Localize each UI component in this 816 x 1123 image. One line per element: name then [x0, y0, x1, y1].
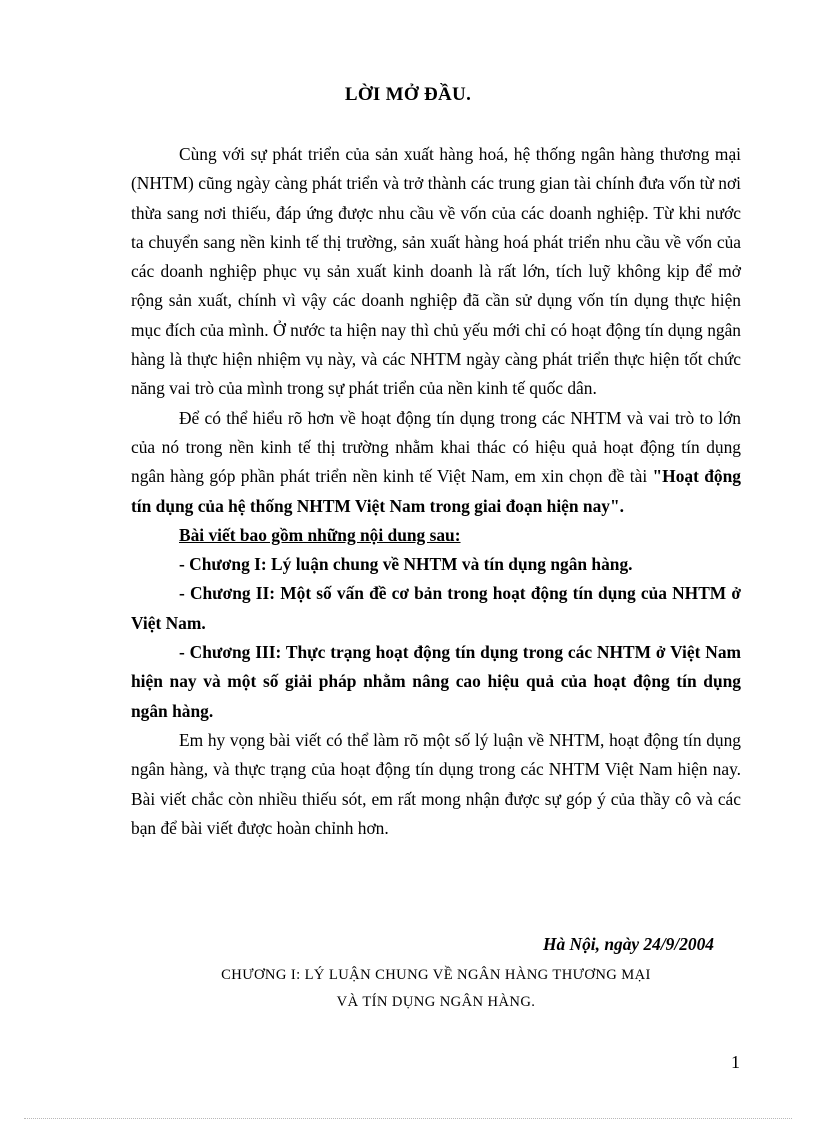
footer-divider: [24, 1118, 792, 1119]
chapter-heading-line-1: CHƯƠNG I: LÝ LUẬN CHUNG VỀ NGÂN HÀNG THƯƠNG MẠI: [221, 967, 651, 983]
intro-paragraph: Cùng với sự phát triển của sản xuất hàng hoá, hệ thống ngân hàng thương mại (NHTM) cũng ngày càng phát triển và trở thành các trung gian tài chính đưa vốn từ nơi thừa sang nơi thiếu, đáp ứng được nhu cầu về vốn của các doanh nghiệp. Từ khi nước ta chuyển sang nền kinh tế thị trường, sản xuất hàng hoá phát triển nhu cầu về vốn của các doanh nghiệp phục vụ sản xuất kinh doanh là rất lớn, tích luỹ không kịp để mở rộng sản xuất, chính vì vậy các doanh nghiệp đã cần sử dụng vốn tín dụng thực hiện mục đích của mình. Ở nước ta hiện nay thì chủ yếu mới chỉ có hoạt động tín dụng ngân hàng là thực hiện nhiệm vụ này, và các NHTM ngày càng phát triển thực hiện tốt chức năng vai trò của mình trong sự phát triển của nền kinh tế quốc dân.: [131, 144, 741, 399]
chapter-heading-line-2: VÀ TÍN DỤNG NGÂN HÀNG.: [336, 994, 536, 1010]
topic-lead-text: Để có thể hiểu rõ hơn về hoạt động tín dụng trong các NHTM và vai trò to lớn của nó trong nền kinh tế thị trường nhằm khai thác có hiệu quả hoạt động tín dụng ngân hàng góp phần phát triển nền kinh tế Việt Nam, em xin chọn đề tài: [131, 407, 741, 487]
topic-paragraph: [131, 404, 741, 521]
closing-paragraph: Em hy vọng bài viết có thể làm rõ một số lý luận về NHTM, hoạt động tín dụng ngân hàng, và thực trạng của hoạt động tín dụng trong các NHTM Việt Nam hiện nay. Bài viết chắc còn nhiều thiếu sót, em rất mong nhận được sự góp ý của thầy cô và các bạn để bài viết được hoàn chỉnh hơn.: [131, 729, 741, 838]
contents-heading-paragraph: [131, 521, 741, 550]
document-body: [131, 140, 741, 843]
page-number: 1: [731, 1052, 740, 1072]
chapter-item-1: - Chương I: Lý luận chung về NHTM và tín dụng ngân hàng.: [179, 554, 633, 575]
contents-heading: Bài viết bao gồm những nội dung sau:: [179, 524, 461, 545]
document-title: LỜI MỞ ĐẦU.: [344, 84, 472, 105]
chapter-heading: [131, 962, 741, 1016]
signature-date: Hà Nội, ngày 24/9/2004: [542, 934, 714, 954]
chapter-item-2: - Chương II: Một số vấn đề cơ bản trong hoạt động tín dụng của NHTM ở Việt Nam.: [131, 583, 741, 633]
topic-title: "Hoạt động tín dụng của hệ thống NHTM Việt Nam trong giai đoạn hiện nay".: [131, 466, 741, 516]
chapter-item-3: - Chương III: Thực trạng hoạt động tín dụng trong các NHTM ở Việt Nam hiện nay và một số giải pháp nhằm nâng cao hiệu quả của hoạt động tín dụng ngân hàng.: [131, 642, 741, 721]
